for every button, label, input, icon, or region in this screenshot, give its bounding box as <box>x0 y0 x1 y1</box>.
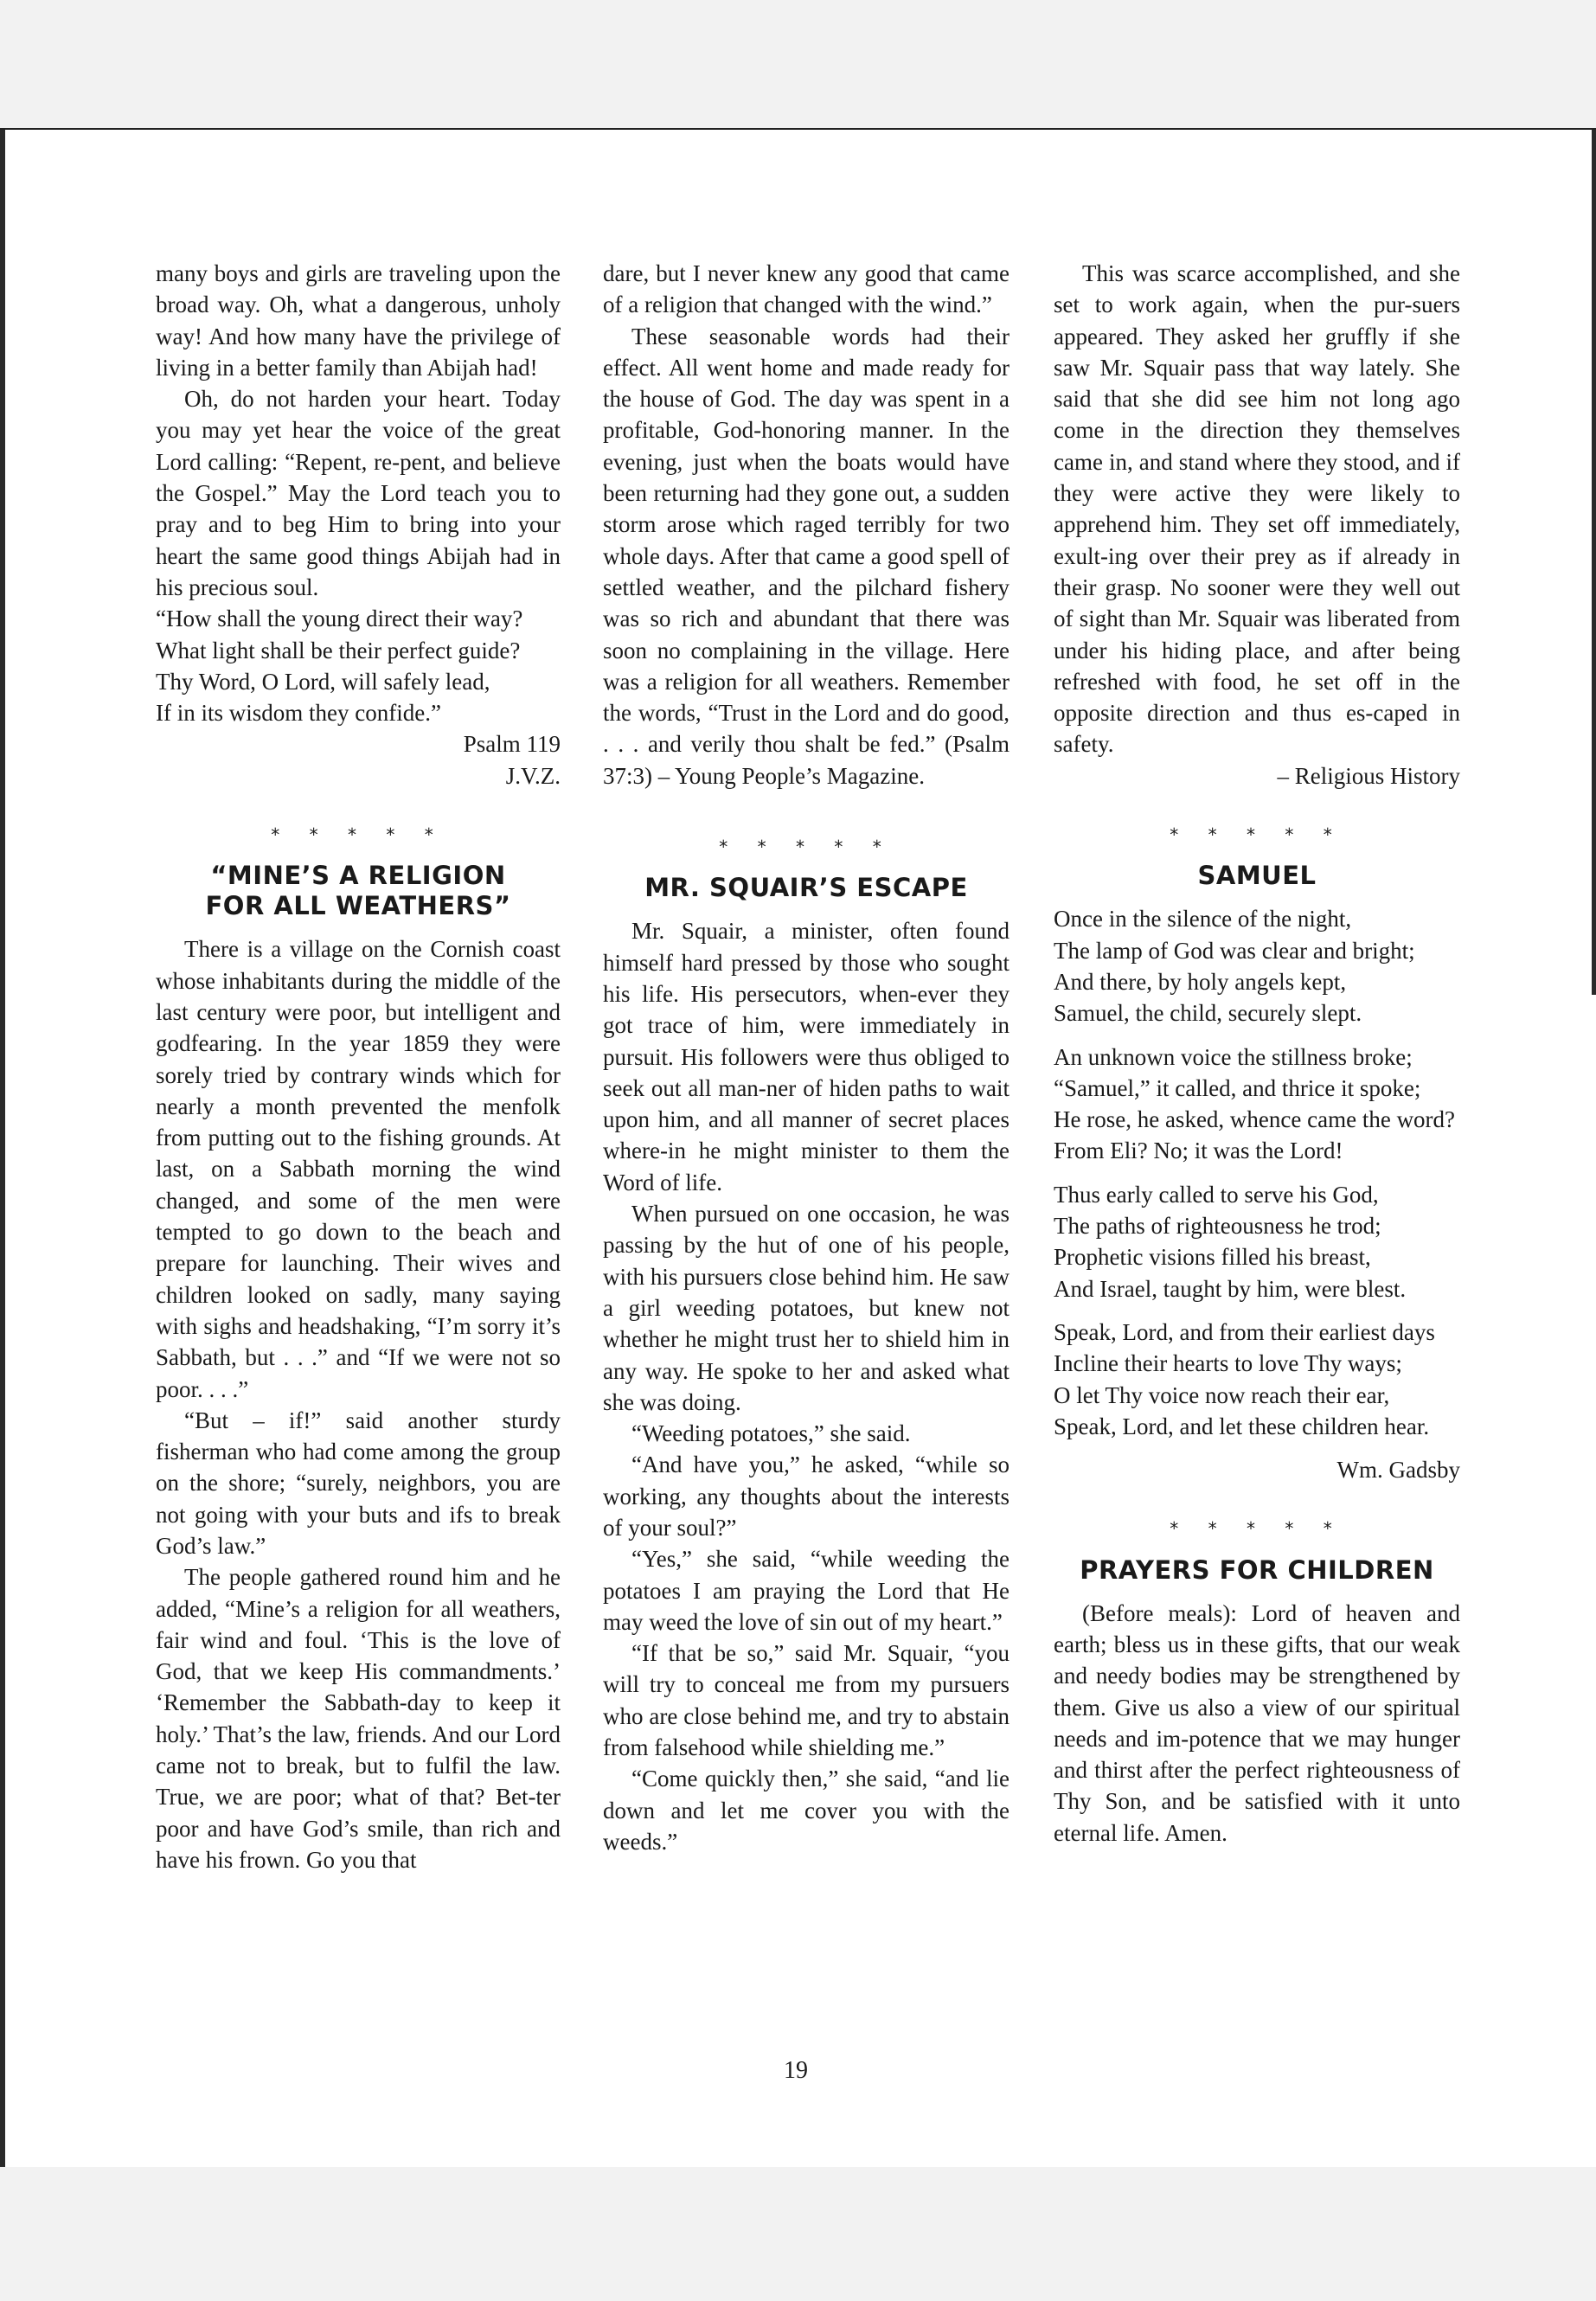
column-2 <box>603 258 1010 1857</box>
poem-source: Psalm 119 <box>463 731 561 758</box>
section-divider: * * * * * <box>719 836 894 858</box>
section-divider: * * * * * <box>1170 824 1344 846</box>
paragraph: Mr. Squair, a minister, often found himself hard pressed by those who sought his life. His persecutors, when-ever they got trace of him, were immediately in pursuit. His followers were thus obliged to seek out all man-ner of hiden paths to wait upon him, and all manner of secret places where-in he might minister to them the Word of life. <box>603 918 1010 1195</box>
article-heading: MR. SQUAIR’S ESCAPE <box>644 873 968 903</box>
poem-line: Samuel, the child, securely slept. <box>1054 1000 1362 1027</box>
page-left-edge <box>0 130 5 2167</box>
poem-line: Incline their hearts to love Thy ways; <box>1054 1350 1402 1377</box>
poem-author: Wm. Gadsby <box>1336 1457 1460 1484</box>
section-divider: * * * * * <box>1170 1518 1344 1540</box>
scan-margin-bottom <box>0 2167 1596 2301</box>
paragraph: (Before meals): Lord of heaven and earth; bless us in these gifts, that our weak and needy bodies may be strengthened by them. Give us also a view of our spiritual needs and im-potence that we may hunger and thirst after the perfect righteousness of Thy Son, and be satisfied with it unto eternal life. Amen. <box>1054 1599 1460 1846</box>
poem-stanza <box>1054 903 1460 1029</box>
paragraph: “Weeding potatoes,” she said. <box>631 1420 911 1447</box>
poem-line: Once in the silence of the night, <box>1054 906 1352 933</box>
paragraph: When pursued on one occasion, he was passing by the hut of one of his people, with his pursuers close behind him. He saw a girl weeding potatoes, but knew not whether he might trust her to shield him in any way. He spoke to her and asked what she was doing. <box>603 1201 1010 1415</box>
poem-line: Speak, Lord, and from their earliest days <box>1054 1318 1435 1345</box>
poem-line: Prophetic visions filled his breast, <box>1054 1244 1371 1271</box>
column-3 <box>1054 258 1460 1849</box>
page-number: 19 <box>784 2057 808 2084</box>
author-initials: J.V.Z. <box>505 762 561 789</box>
poem-line: “Samuel,” it called, and thrice it spoke; <box>1054 1074 1421 1101</box>
article-heading <box>156 861 561 921</box>
poem-line: And there, by holy angels kept, <box>1054 968 1347 995</box>
paragraph: “Yes,” she said, “while weeding the potatoes I am praying the Lord that He may weed the love of sin out of my heart.” <box>603 1546 1010 1635</box>
paragraph: “And have you,” he asked, “while so working, any thoughts about the interests of your soul?” <box>603 1452 1010 1541</box>
poem-line: From Eli? No; it was the Lord! <box>1054 1138 1343 1164</box>
poem-line: Thus early called to serve his God, <box>1054 1181 1379 1208</box>
poem-line: O let Thy voice now reach their ear, <box>1054 1381 1390 1408</box>
paragraph: Oh, do not harden your heart. Today you may yet hear the voice of the great Lord calling: “Repent, re-pent, and believe the Gospel.” May the Lord teach you to pray and to beg Him to bring into your heart the same good things Abijah had in his precious soul. <box>156 386 561 600</box>
paragraph: dare, but I never knew any good that came of a religion that changed with the wind.” <box>603 260 1010 318</box>
paragraph: This was scarce accomplished, and she set to work again, when the pur-suers appeared. They asked her gruffly if she saw Mr. Squair pass that way lately. She said that she did see him not long ago come in the direction they themselves came in, and stand where they stood, and if they were active they were likely to apprehend him. They set off immediately, exult-ing over their prey as if already in their grasp. No sooner were they well out of sight than Mr. Squair was liberated from under his hiding place, and after being refreshed with food, he set off in the opposite direction and thus es-caped in safety. <box>1054 260 1460 758</box>
paragraph: There is a village on the Cornish coast whose inhabitants during the middle of the last century were poor, but intelligent and godfearing. In the year 1859 they were sorely tried by contrary winds which for nearly a month prevented the menfolk from putting out to the fishing grounds. At last, on a Sabbath morning the wind changed, and some of the men were tempted to go down to the beach and prepare for launching. Their wives and children looked on sadly, many saying with sighs and headshaking, “I’m sorry it’s Sabbath, but . . .” and “If we were not so poor. . . .” <box>156 936 561 1402</box>
poem-line: The lamp of God was clear and bright; <box>1054 937 1415 964</box>
page-right-edge <box>1592 130 1596 995</box>
poem-line: The paths of righteousness he trod; <box>1054 1213 1381 1240</box>
scan-margin-top <box>0 0 1596 130</box>
heading-line: “MINE’S A RELIGION <box>210 861 506 891</box>
paragraph: The people gathered round him and he added, “Mine’s a religion for all weathers, fair wind and foul. ‘This is the love of God, that we keep His commandments.’ ‘Remember the Sabbath-day to keep it holy.’ That’s the law, friends. And our Lord came not to break, but to fulfil the law. True, we are poor; what of that? Bet-ter poor and have God’s smile, than rich and have his frown. Go you that <box>156 1564 561 1873</box>
column-1 <box>156 258 561 1875</box>
page-top-edge <box>0 128 1596 130</box>
poem-line: Speak, Lord, and let these children hear. <box>1054 1413 1430 1439</box>
paragraph: “But – if!” said another sturdy fisherman who had come among the group on the shore; “surely, neighbors, you are not going with your buts and ifs to break God’s law.” <box>156 1407 561 1559</box>
poem-line: “How shall the young direct their way? <box>156 606 523 632</box>
poem-line: Thy Word, O Lord, will safely lead, <box>156 668 490 695</box>
poem-stanza <box>1054 1042 1460 1167</box>
article-heading: PRAYERS FOR CHILDREN <box>1080 1554 1434 1585</box>
section-divider: * * * * * <box>271 824 445 846</box>
paragraph: “If that be so,” said Mr. Squair, “you will try to conceal me from my pursuers who are close behind me, and try to abstain from falsehood while shielding me.” <box>603 1640 1010 1761</box>
poem-stanza <box>1054 1317 1460 1442</box>
poem-line: And Israel, taught by him, were blest. <box>1054 1275 1407 1302</box>
poem-line: He rose, he asked, whence came the word? <box>1054 1106 1456 1133</box>
psalm-quote <box>156 603 561 728</box>
article-source: – Religious History <box>1277 762 1460 789</box>
paragraph: “Come quickly then,” she said, “and lie down and let me cover you with the weeds.” <box>603 1766 1010 1855</box>
poem-line: If in its wisdom they confide.” <box>156 700 441 727</box>
article-heading: SAMUEL <box>1197 861 1317 891</box>
poem-stanza <box>1054 1179 1460 1304</box>
paragraph: many boys and girls are traveling upon the broad way. Oh, what a dangerous, unholy way! And how many have the privilege of living in a better family than Abijah had! <box>156 260 561 381</box>
heading-line: FOR ALL WEATHERS” <box>205 891 511 921</box>
poem-line: An unknown voice the stillness broke; <box>1054 1043 1413 1070</box>
paragraph: These seasonable words had their effect. All went home and made ready for the house of God. The day was spent in a profitable, God-honoring manner. In the evening, just when the boats would have been returning had they gone out, a sudden storm arose which raged terribly for two whole days. After that came a good spell of settled weather, and the pilchard fishery was so rich and abundant that there was soon no complaining in the village. Here was a religion for all weathers. Remember the words, “Trust in the Lord and do good, . . . and verily thou shalt be fed.” (Psalm 37:3) – Young People’s Magazine. <box>603 323 1010 789</box>
poem-line: What light shall be their perfect guide? <box>156 637 521 663</box>
